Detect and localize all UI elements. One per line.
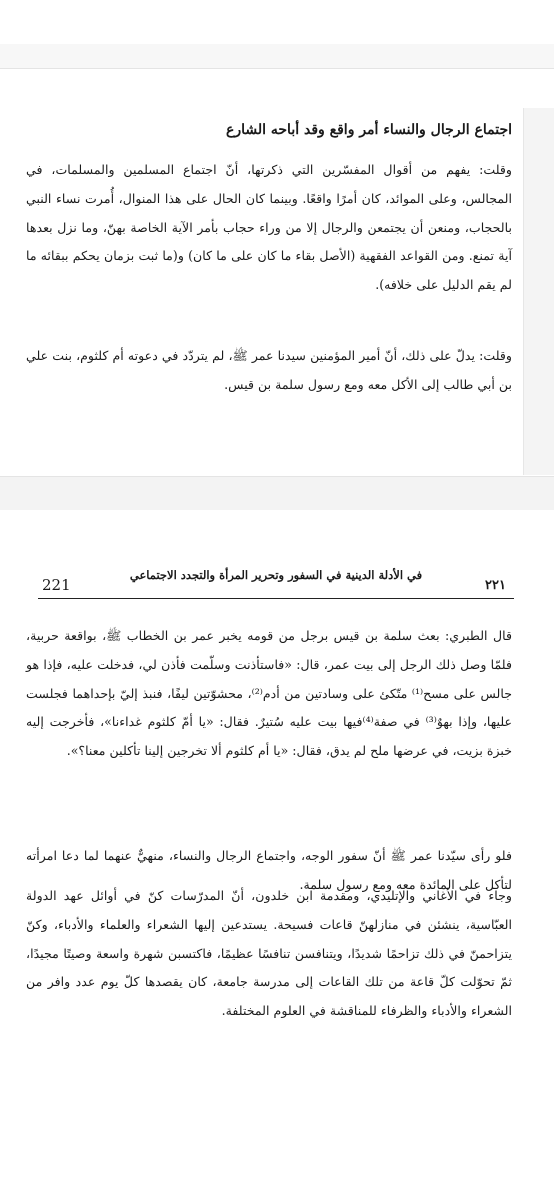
page-number-arabic: ٢٢١: [485, 578, 506, 593]
page-gap: [0, 44, 554, 68]
running-header: [38, 568, 514, 599]
section-heading: اجتماع الرجال والنساء أمر واقع وقد أباحه الشارع: [226, 122, 512, 138]
paragraph-3: قال الطبري: بعث سلمة بن قيس برجل من قومه يخبر عمر بن الخطاب ﷺ، بواقعة حربية، فلمّا وصل ذلك الرجل إلى بيت عمر، قال: «فاستأذنت وسلّمت فأذن لي، فدخلت عليه، فإذا هو جالس على مسح⁽¹⁾ متّكئ على وسادتين من أدم⁽²⁾، محشوّتين ليفًا، فنبذ إليّ بإحداهما فجلست عليها، وإذا بهوٌ⁽³⁾ في صفة⁽⁴⁾فيها بيت عليه سُتيرٌ. فقال: «يا أمّ كلثوم غداءنا»، فأخرجت إليه خبزة بزيت، في عرضها ملح لم يدق، فقال: «يا أم كلثوم ألا تخرجين إلينا تأكلين معنا؟».: [26, 628, 513, 759]
paragraph-5: وجاء في الأغاني والإتليدي، ومقدمة ابن خلدون، أنّ المدرّسات كنّ في أوائل عهد الدولة العبّاسية، ينشئن في منازلهنّ قاعات فسيحة. يستدعين إليها الشعراء والعلماء والأدباء، وكنّ يتزاحمنّ في ذلك تزاحمًا شديدًا، ويتنافسن تنافسًا عظيمًا، فاكتسبن شهرة واسعة وصيتًا مجيدًا، ثمّ تحوّلت كلّ قاعة من تلك القاعات إلى مدرسة جامعة، كان يقصدها كلّ يوم عدد وافر من الشعراء والأدباء والظرفاء للمناقشة في العلوم المختلفة.: [26, 888, 512, 1019]
page-edge: [523, 108, 554, 475]
top-bar: [0, 0, 554, 44]
paragraph-4: فلو رأى سيّدنا عمر ﷺ أنّ سفور الوجه، واجتماع الرجال والنساء، منهيٌّ عنهما لما دعا امرأته لتأكل على المائدة معه ومع رسول سلمة.: [26, 848, 512, 892]
document-page-2: [0, 510, 554, 1170]
paragraph-2: وقلت: يدلّ على ذلك، أنّ أمير المؤمنين سيدنا عمر ﷺ، لم يتردّد في دعوته أم كلثوم، بنت علي بن أبي طالب إلى الأكل معه ومع رسول سلمة بن قيس.: [26, 348, 512, 392]
running-title: في الأدلة الدينية في السفور وتحرير المرأة والتجدد الاجتماعي: [129, 568, 423, 582]
paragraph-1: وقلت: يفهم من أقوال المفسّرين التي ذكرتها، أنّ اجتماع المسلمين والمسلمات، في المجالس، وعلى الموائد، كان أمرًا واقعًا. وبينما كان الحال على هذا المنوال، أُمرت نساء النبي بالحجاب، ومنعن أن يجتمعن والرجال إلا من وراء حجاب بأمر الآية الخاصة بهنّ، وما نزل بعدها آية تمنع. ومن القواعد الفقهية (الأصل بقاء ما كان على ما كان) و(ما ثبت بزمان يحكم ببقائه ما لم يقم الدليل على خلافه).: [26, 162, 512, 293]
page-number-latin: 221: [42, 576, 71, 594]
page-gap: [0, 476, 554, 511]
